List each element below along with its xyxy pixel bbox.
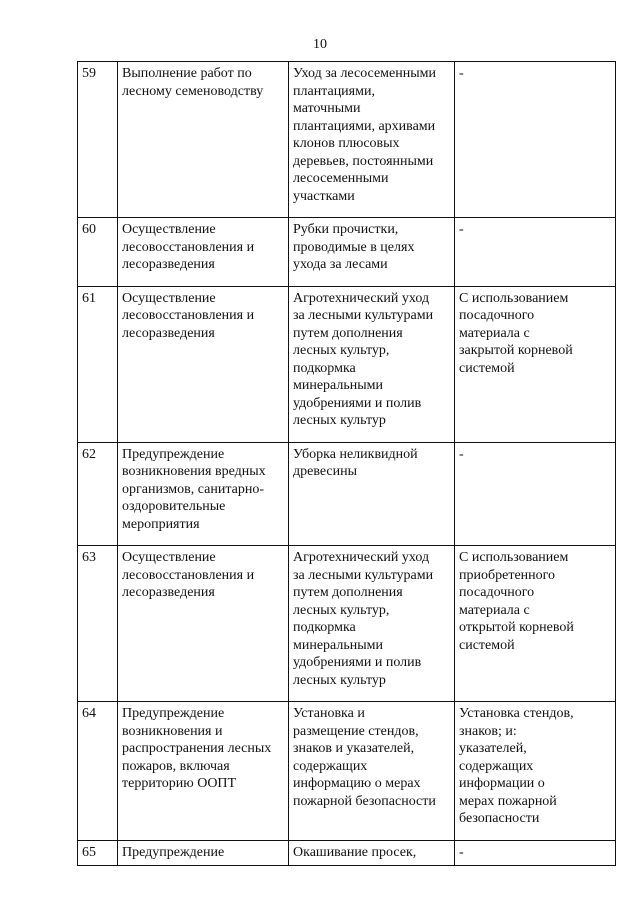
measure-cell: Рубки прочистки, проводимые в целях ухода за лесами bbox=[289, 218, 455, 287]
activity-cell: Выполнение работ по лесному семеноводству bbox=[118, 62, 289, 218]
activity-cell: Осуществление лесовосстановления и лесоразведения bbox=[118, 546, 289, 702]
measure-cell: Установка и размещение стендов, знаков и указателей, содержащих информацию о мерах пожарной безопасности bbox=[289, 702, 455, 841]
table-row bbox=[78, 218, 616, 287]
measure-cell: Агротехнический уход за лесными культурами путем дополнения лесных культур, подкормка минеральными удобрениями и полив лесных культур bbox=[289, 546, 455, 702]
measures-table bbox=[77, 61, 616, 866]
note-cell: - bbox=[455, 218, 616, 287]
row-number: 63 bbox=[78, 546, 118, 702]
row-number: 60 bbox=[78, 218, 118, 287]
note-cell: С использованием посадочного материала с закрытой корневой системой bbox=[455, 286, 616, 442]
row-number: 64 bbox=[78, 702, 118, 841]
activity-cell: Предупреждение возникновения и распространения лесных пожаров, включая территорию ООПТ bbox=[118, 702, 289, 841]
measure-cell: Агротехнический уход за лесными культурами путем дополнения лесных культур, подкормка минеральными удобрениями и полив лесных культур bbox=[289, 286, 455, 442]
table-row bbox=[78, 62, 616, 218]
measure-cell: Уход за лесосеменными плантациями, маточными плантациями, архивами клонов плюсовых деревьев, постоянными лесосеменными участками bbox=[289, 62, 455, 218]
activity-cell: Осуществление лесовосстановления и лесоразведения bbox=[118, 286, 289, 442]
activity-cell: Предупреждение bbox=[118, 840, 289, 866]
note-cell: - bbox=[455, 62, 616, 218]
row-number: 65 bbox=[78, 840, 118, 866]
measure-cell: Окашивание просек, bbox=[289, 840, 455, 866]
note-cell: Установка стендов, знаков; и: указателей, содержащих информации о мерах пожарной безопасности bbox=[455, 702, 616, 841]
row-number: 59 bbox=[78, 62, 118, 218]
activity-cell: Осуществление лесовосстановления и лесоразведения bbox=[118, 218, 289, 287]
measure-cell: Уборка неликвидной древесины bbox=[289, 442, 455, 546]
table-row bbox=[78, 840, 616, 866]
table-row bbox=[78, 546, 616, 702]
table-row bbox=[78, 286, 616, 442]
table-row bbox=[78, 702, 616, 841]
page-number: 10 bbox=[313, 37, 327, 52]
note-cell: С использованием приобретенного посадочного материала с открытой корневой системой bbox=[455, 546, 616, 702]
row-number: 62 bbox=[78, 442, 118, 546]
activity-cell: Предупреждение возникновения вредных организмов, санитарно- оздоровительные мероприятия bbox=[118, 442, 289, 546]
table-row bbox=[78, 442, 616, 546]
note-cell: - bbox=[455, 442, 616, 546]
row-number: 61 bbox=[78, 286, 118, 442]
note-cell: - bbox=[455, 840, 616, 866]
